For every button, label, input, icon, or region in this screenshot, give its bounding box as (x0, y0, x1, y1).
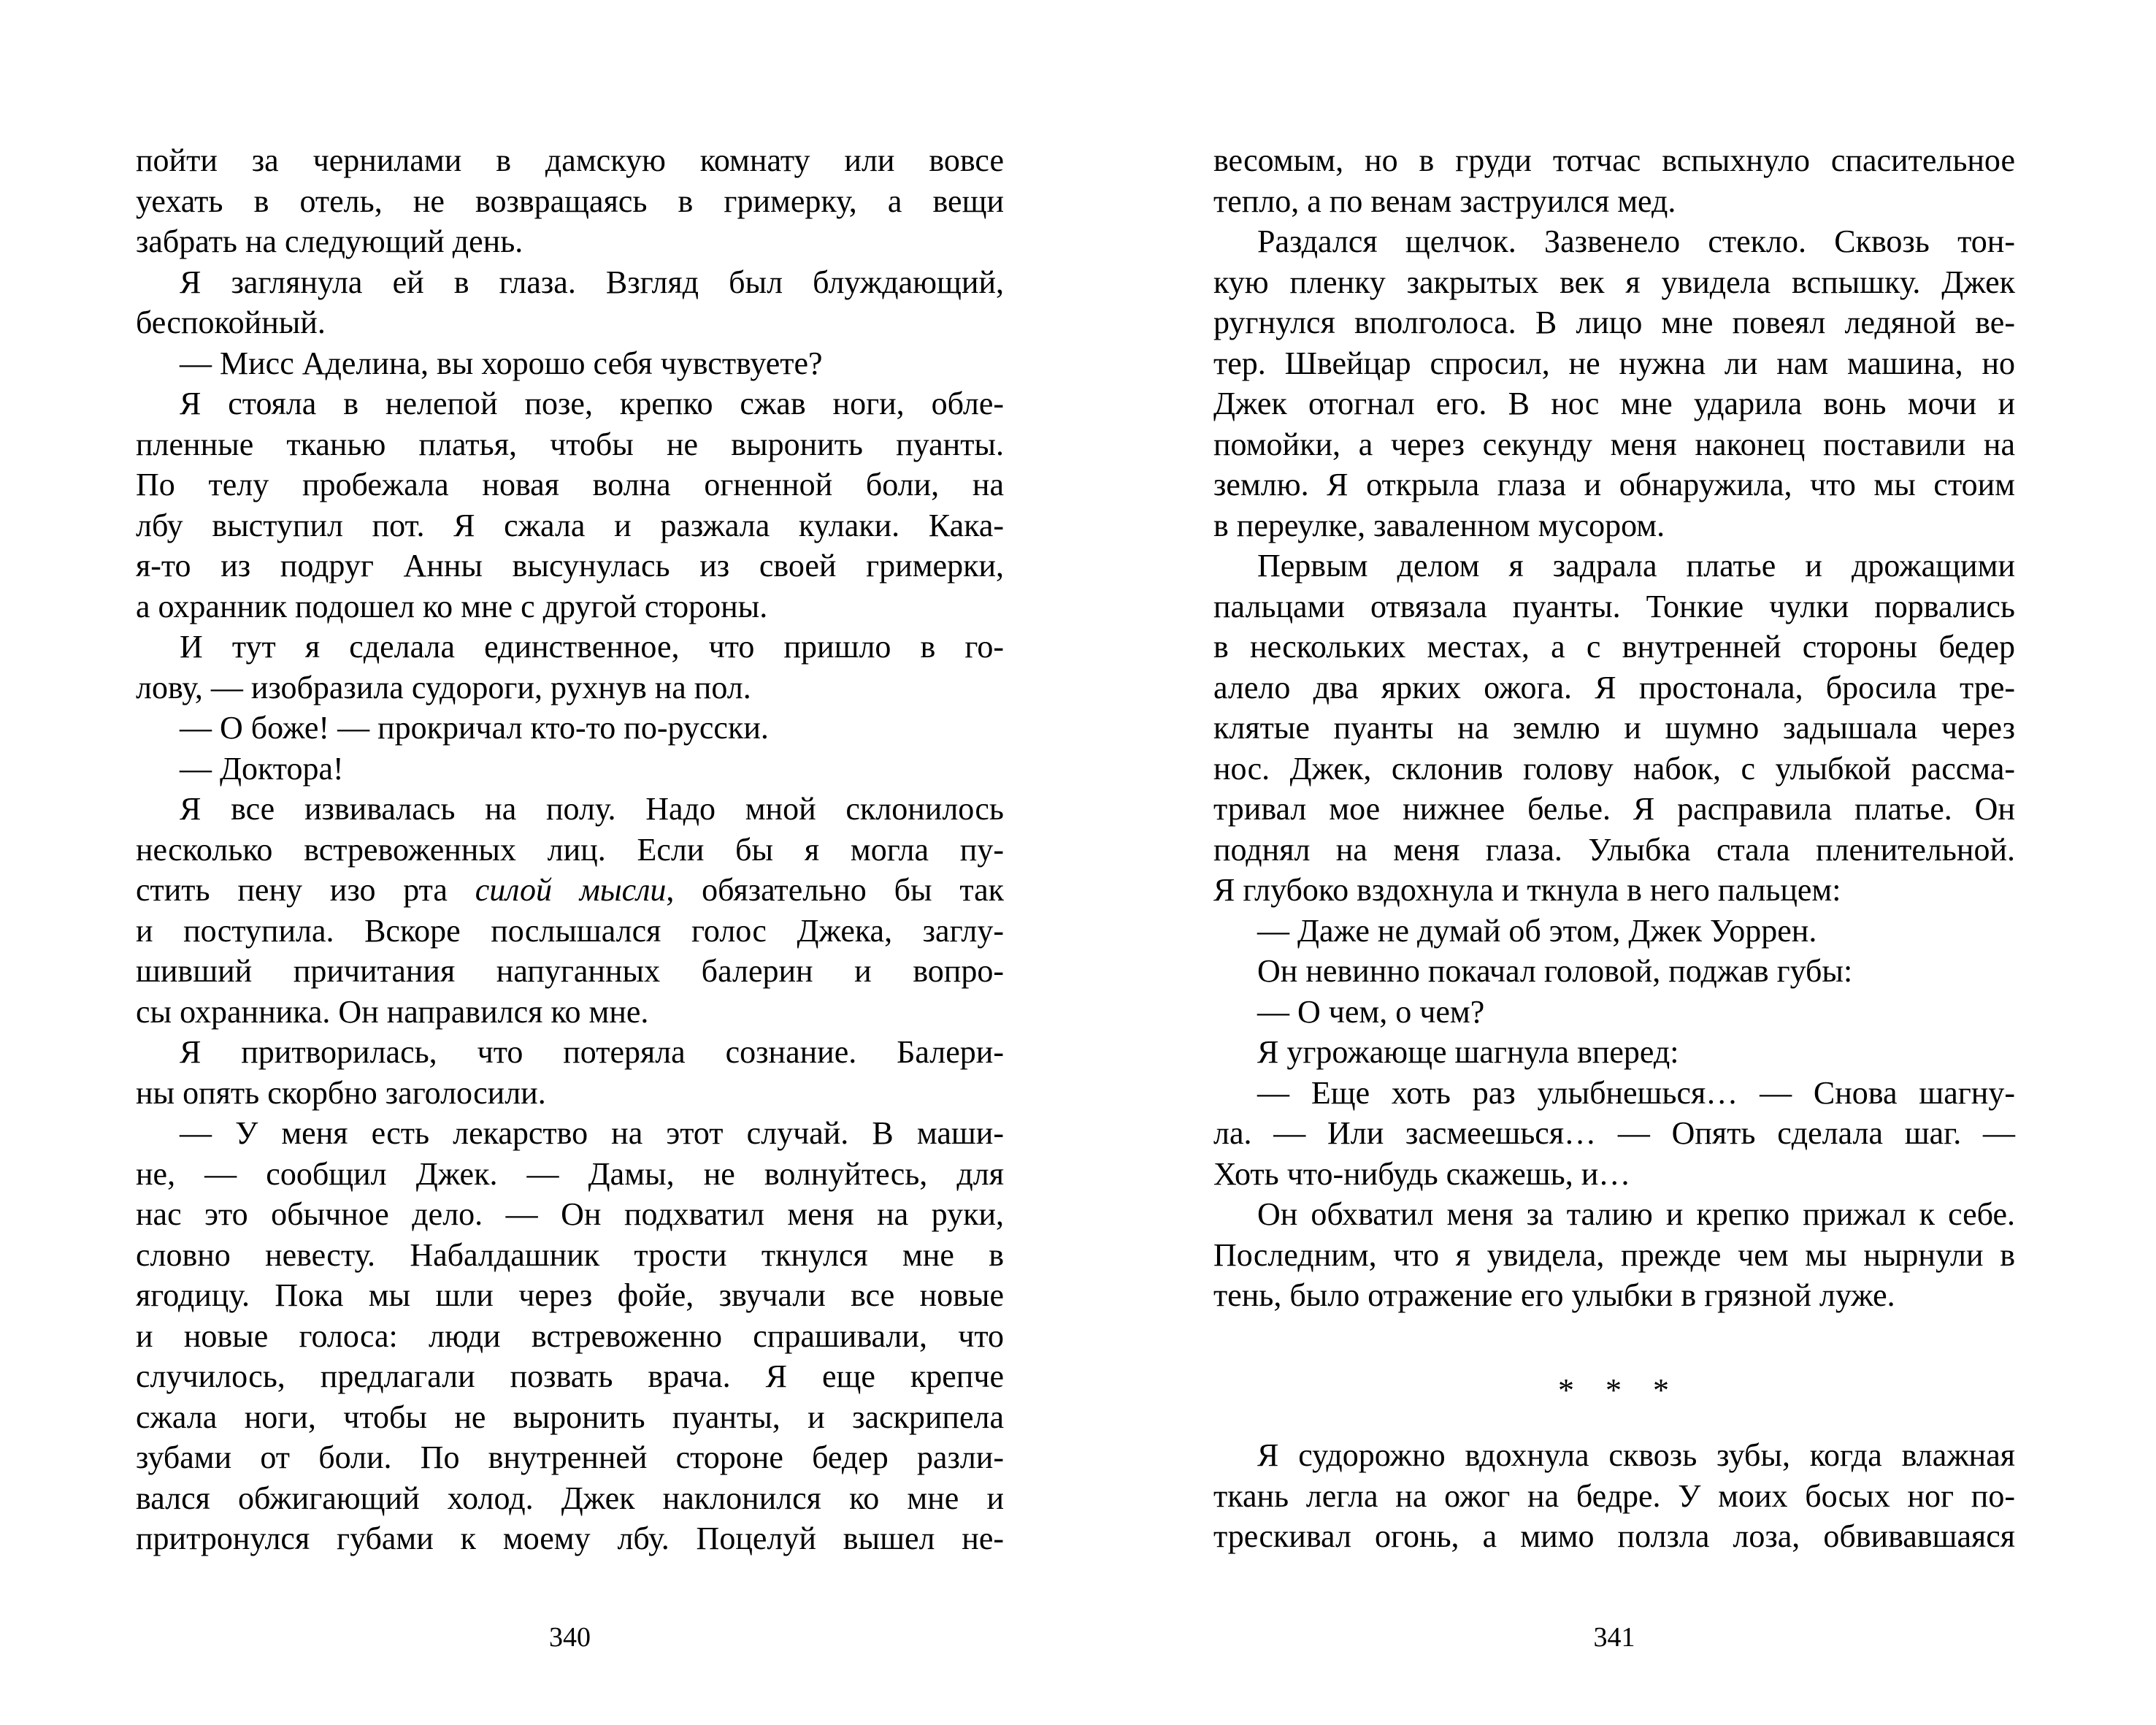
text-line: тепло, а по венам заструился мед. (1213, 183, 1676, 219)
text-line: я-то из подруг Анны высунулась из своей гримерки, (136, 548, 1004, 584)
page-number-left: 340 (549, 1622, 591, 1653)
text-line: сжала ноги, чтобы не выронить пуанты, и заскрипела (136, 1399, 1004, 1435)
text-line: — О чем, о чем? (1257, 993, 1485, 1030)
text-line: пальцами отвязала пуанты. Тонкие чулки порвались (1213, 588, 2015, 624)
text-line: кую пленку закрытых век я увидела вспышку. Джек (1213, 264, 2015, 300)
text-line: По телу пробежала новая волна огненной боли, на (136, 467, 1004, 502)
text-line: ругнулся вполголоса. В лицо мне повеял ледяной ве- (1213, 305, 2015, 340)
text-line: несколько встревоженных лиц. Если бы я могла пу- (136, 831, 1004, 868)
text-line: не, — сообщил Джек. — Дамы, не волнуйтесь, для (136, 1155, 1004, 1192)
text-line: Я судорожно вдохнула сквозь зубы, когда влажная (1257, 1437, 2015, 1473)
text-column-left (136, 140, 1004, 1559)
text-line: словно невесту. Набалдашник трости ткнулся мне в (136, 1236, 1004, 1273)
text-line: забрать на следующий день. (136, 223, 523, 259)
text-line: ткань легла на ожог на бедре. У моих босых ног по- (1213, 1477, 2015, 1514)
text-line: — Мисс Аделина, вы хорошо себя чувствуете? (180, 345, 823, 381)
section-separator: * * * (1558, 1372, 1670, 1408)
text-line: пленные тканью платья, чтобы не выронить пуанты. (136, 426, 1004, 462)
text-line: в переулке, заваленном мусором. (1213, 507, 1665, 543)
text-line: нас это обычное дело. — Он подхватил меня на руки, (136, 1196, 1004, 1232)
text-line: случилось, предлагали позвать врача. Я еще крепче (136, 1358, 1004, 1394)
text-line: И тут я сделала единственное, что пришло в го- (180, 629, 1004, 665)
text-line: клятые пуанты на землю и шумно задышала через (1213, 710, 2015, 746)
text-line: тривал мое нижнее белье. Я расправила платье. Он (1213, 791, 2015, 827)
text-line: вался обжигающий холод. Джек наклонился ко мне и (136, 1480, 1004, 1516)
text-line: Я все извивалась на полу. Надо мной склонилось (180, 791, 1004, 827)
text-line: тер. Швейцар спросил, не нужна ли нам машина, но (1213, 345, 2015, 381)
text-line: — У меня есть лекарство на этот случай. В маши- (180, 1115, 1004, 1151)
text-line: ны опять скорбно заголосили. (136, 1074, 546, 1111)
text-line: сы охранника. Он направился ко мне. (136, 993, 649, 1030)
text-line: Он обхватил меня за талию и крепко прижал к себе. (1257, 1196, 2015, 1232)
text-line: весомым, но в груди тотчас вспыхнуло спасительное (1213, 142, 2015, 178)
text-line: Я угрожающе шагнула вперед: (1257, 1034, 1679, 1070)
text-line: шивший причитания напуганных балерин и вопро- (136, 953, 1004, 989)
text-line: помойки, а через секунду меня наконец поставили на (1213, 426, 2015, 462)
text-line: стить пену изо рта силой мысли, обязательно бы так (136, 872, 1004, 908)
text-line: нос. Джек, склонив голову набок, с улыбкой рассма- (1213, 750, 2015, 787)
text-column-right (1213, 140, 2015, 1557)
text-line: Хоть что-нибудь скажешь, и… (1213, 1155, 1631, 1192)
text-line: Первым делом я задрала платье и дрожащими (1257, 548, 2015, 584)
page-number-right: 341 (1593, 1622, 1635, 1653)
text-line: Я заглянула ей в глаза. Взгляд был блуждающий, (180, 264, 1004, 300)
text-line: — О боже! — прокричал кто-то по-русски. (180, 710, 769, 746)
text-line: — Доктора! (180, 750, 344, 787)
text-line: притронулся губами к моему лбу. Поцелуй вышел не- (136, 1521, 1004, 1556)
text-line: — Даже не думай об этом, Джек Уоррен. (1257, 912, 1817, 949)
text-line: лову, — изобразила судороги, рухнув на пол. (136, 669, 751, 705)
text-line: Я глубоко вздохнула и ткнула в него пальцем: (1213, 872, 1841, 908)
text-line: Раздался щелчок. Зазвенело стекло. Сквозь тон- (1257, 223, 2015, 259)
text-line: лбу выступил пот. Я сжала и разжала кулаки. Кака- (136, 507, 1004, 543)
text-line: беспокойный. (136, 305, 326, 340)
text-line: Он невинно покачал головой, поджав губы: (1257, 953, 1853, 989)
text-line: и поступила. Вскоре послышался голос Джека, заглу- (136, 912, 1004, 949)
text-line: тень, было отражение его улыбки в грязной луже. (1213, 1277, 1895, 1313)
text-line: и новые голоса: люди встревоженно спрашивали, что (136, 1317, 1004, 1354)
text-line: ла. — Или засмеешься… — Опять сделала шаг. — (1213, 1115, 2015, 1151)
text-line: землю. Я открыла глаза и обнаружила, что мы стоим (1213, 467, 2015, 502)
text-line: Последним, что я увидела, прежде чем мы нырнули в (1213, 1236, 2015, 1273)
text-line: уехать в отель, не возвращаясь в гримерку, а вещи (136, 183, 1004, 219)
text-line: поднял на меня глаза. Улыбка стала пленительной. (1213, 831, 2015, 868)
text-line: в нескольких местах, а с внутренней стороны бедер (1213, 629, 2015, 665)
text-line: пойти за чернилами в дамскую комнату или вовсе (136, 142, 1004, 178)
text-line: ягодицу. Пока мы шли через фойе, звучали все новые (136, 1277, 1004, 1313)
text-line: Я стояла в нелепой позе, крепко сжав ноги, обле- (180, 386, 1004, 421)
text-line: трескивал огонь, а мимо ползла лоза, обвивавшаяся (1213, 1518, 2015, 1554)
text-line: Джек отогнал его. В нос мне ударила вонь мочи и (1213, 386, 2015, 421)
text-line: а охранник подошел ко мне с другой стороны. (136, 588, 768, 624)
text-line: зубами от боли. По внутренней стороне бедер разли- (136, 1439, 1004, 1475)
text-line: — Еще хоть раз улыбнешься… — Снова шагну- (1257, 1074, 2015, 1111)
text-line: алело два ярких ожога. Я простонала, бросила тре- (1213, 669, 2015, 705)
text-line: Я притворилась, что потеряла сознание. Балери- (180, 1034, 1004, 1070)
